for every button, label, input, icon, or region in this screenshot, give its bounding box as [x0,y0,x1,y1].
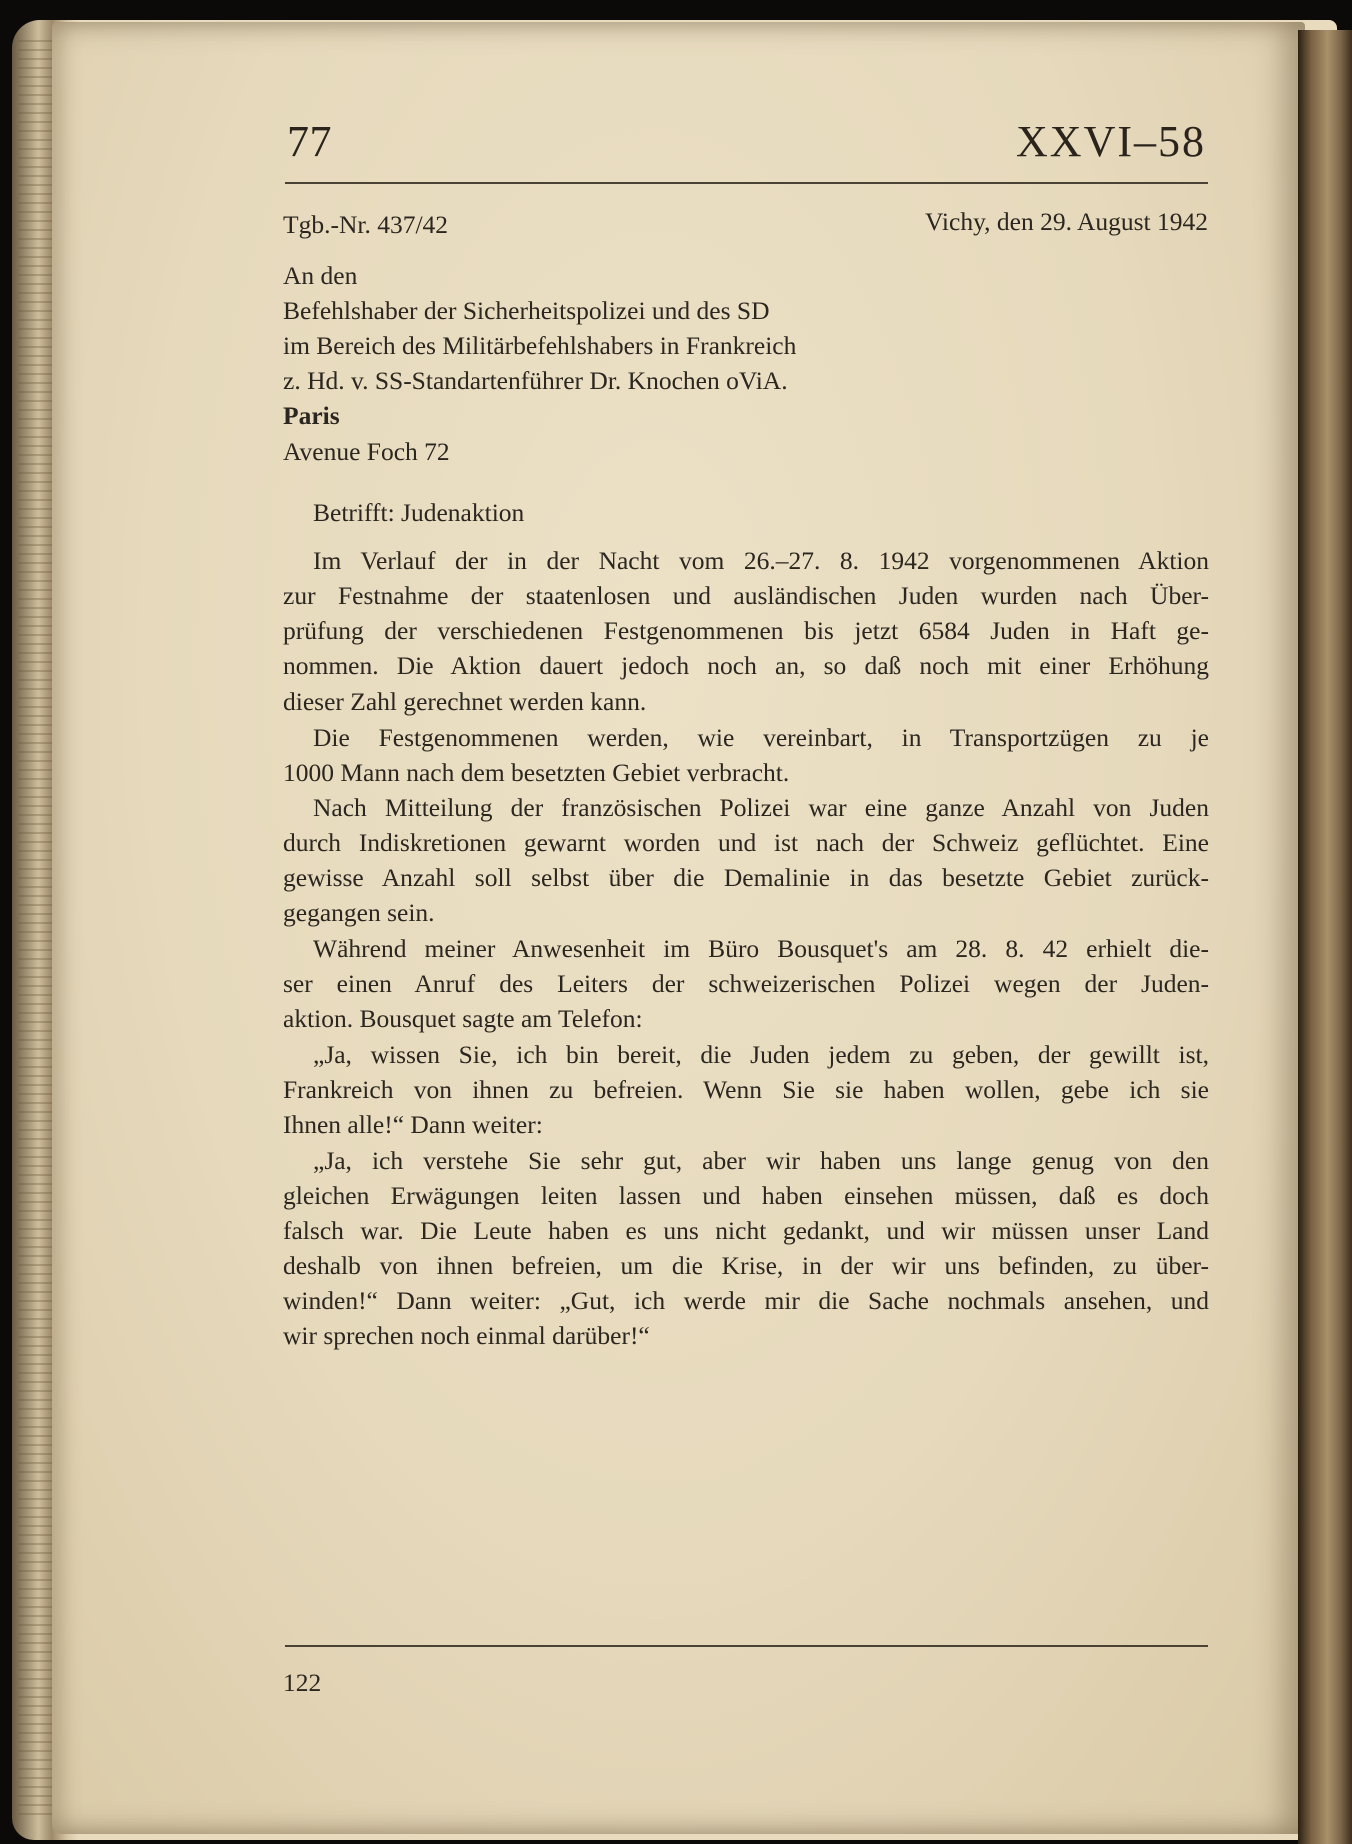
address-line: Befehlshaber der Sicherheitspolizei und des SD [283,296,770,325]
body-line: Im Verlauf der in der Nacht vom 26.–27. 8. 1942 vorgenommenen Aktion [313,546,1209,575]
quote-line: gleichen Erwägungen leiten lassen und haben einsehen müssen, daß es doch [283,1181,1209,1210]
quote-line: wir sprechen noch einmal darüber!“ [283,1321,650,1350]
quote-line: winden!“ Dann weiter: „Gut, ich werde mir die Sache nochmals ansehen, und [283,1286,1209,1315]
body-line: gewisse Anzahl soll selbst über die Demalinie in das besetzte Gebiet zurück- [283,863,1209,892]
footer-rule [285,1645,1208,1647]
address-line: z. Hd. v. SS-Standartenführer Dr. Knochen oViA. [283,366,788,395]
quote-line: Frankreich von ihnen zu befreien. Wenn Sie sie haben wollen, gebe ich sie [283,1075,1209,1104]
quote-line: deshalb von ihnen befreien, um die Krise, in der wir uns befinden, zu über- [283,1251,1209,1280]
body-line: zur Festnahme der staatenlosen und ausländischen Juden wurden nach Über- [283,581,1209,610]
archive-reference: XXVI–58 [1016,117,1206,166]
quote-line: Ihnen alle!“ Dann weiter: [283,1110,543,1139]
body-line: aktion. Bousquet sagte am Telefon: [283,1004,643,1033]
header-rule [285,182,1208,184]
address-line: im Bereich des Militärbefehlshabers in Frankreich [283,331,797,360]
journal-number: Tgb.-Nr. 437/42 [283,210,449,239]
address-line: An den [283,261,358,290]
body-line: dieser Zahl gerechnet werden kann. [283,687,647,716]
body-line: 1000 Mann nach dem besetzten Gebiet verbracht. [283,758,790,787]
body-line: Die Festgenommenen werden, wie vereinbart, in Transportzügen zu je [313,723,1209,752]
book-gutter [1298,30,1352,1844]
place-date: Vichy, den 29. August 1942 [925,207,1208,236]
body-line: Nach Mitteilung der französischen Polizei war eine ganze Anzahl von Juden [313,793,1209,822]
body-line: gegangen sein. [283,898,435,927]
body-line: nommen. Die Aktion dauert jedoch noch an, so daß noch mit einer Erhöhung [283,651,1209,680]
body-line: durch Indiskretionen gewarnt worden und ist nach der Schweiz geflüchtet. Eine [283,828,1209,857]
quote-line: „Ja, ich verstehe Sie sehr gut, aber wir haben uns lange genug von den [313,1146,1209,1175]
document-number: 77 [287,117,332,166]
page-number: 122 [283,1668,322,1697]
body-line: Während meiner Anwesenheit im Büro Bousquet's am 28. 8. 42 erhielt die- [313,934,1209,963]
quote-line: „Ja, wissen Sie, ich bin bereit, die Juden jedem zu geben, der gewillt ist, [313,1040,1209,1069]
address-city: Paris [283,401,340,430]
subject-line: Betrifft: Judenaktion [313,498,525,527]
body-line: prüfung der verschiedenen Festgenommenen bis jetzt 6584 Juden in Haft ge- [283,616,1209,645]
quote-line: falsch war. Die Leute haben es uns nicht gedankt, und wir müssen unser Land [283,1216,1209,1245]
body-line: ser einen Anruf des Leiters der schweizerischen Polizei wegen der Juden- [283,969,1209,998]
address-street: Avenue Foch 72 [283,437,450,466]
page-edge-texture [18,40,52,1820]
